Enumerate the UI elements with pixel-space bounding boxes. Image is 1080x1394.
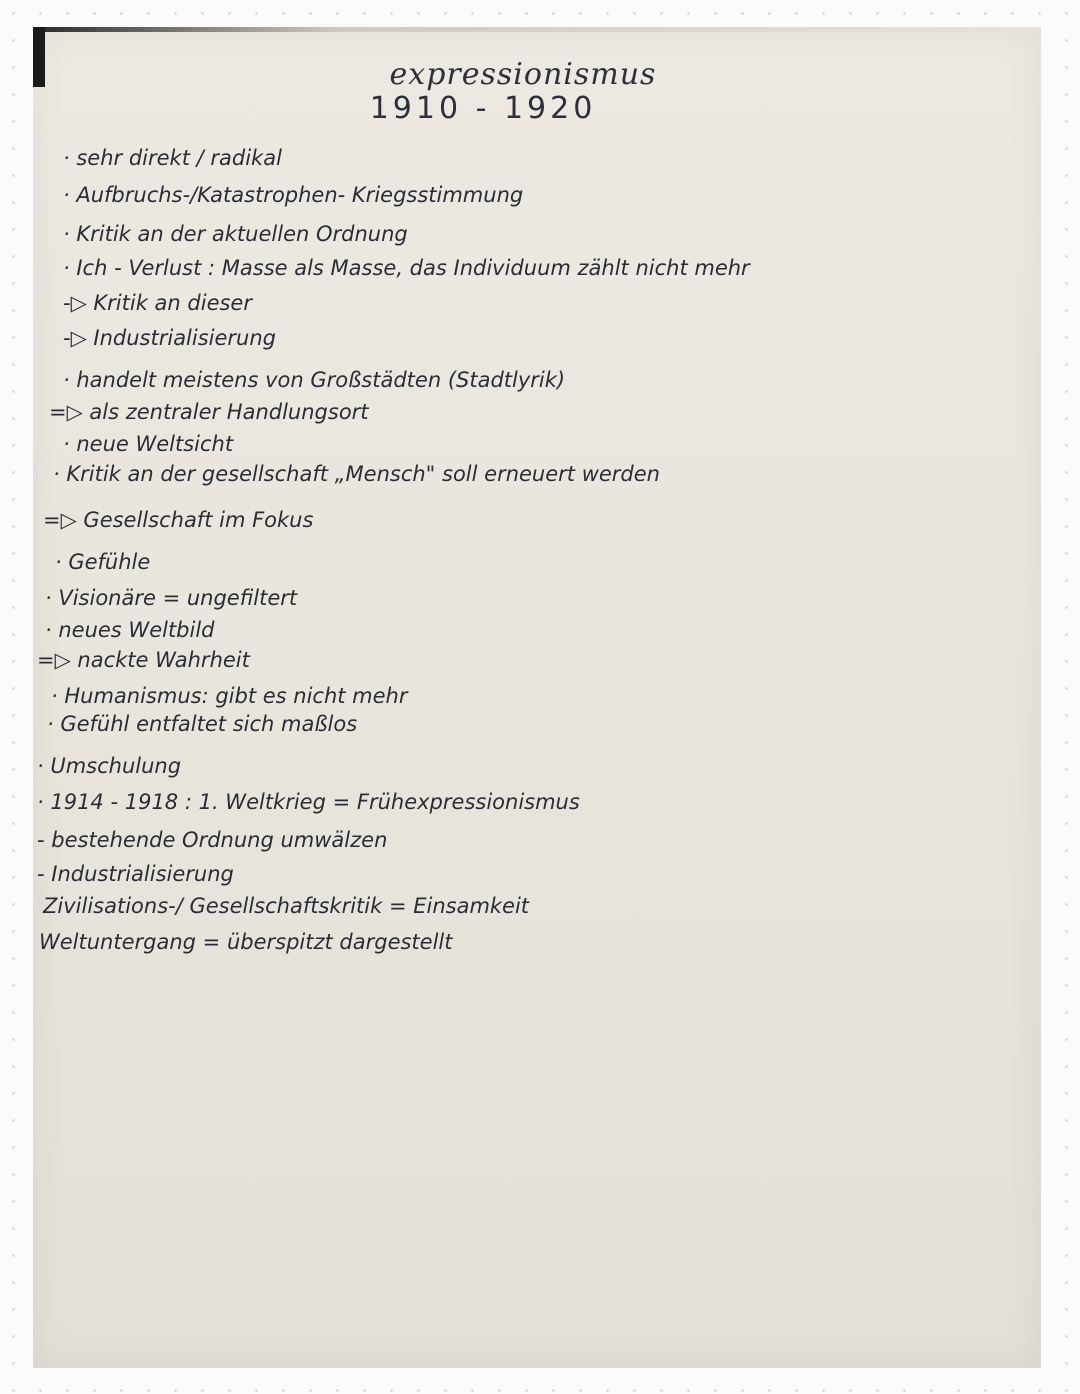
note-line: · Umschulung xyxy=(37,754,182,778)
note-line: · Gefühl entfaltet sich maßlos xyxy=(47,712,358,736)
note-line: =▷ nackte Wahrheit xyxy=(37,648,250,672)
note-line: · Visionäre = ungefiltert xyxy=(45,586,298,610)
note-line: · Humanismus: gibt es nicht mehr xyxy=(51,684,408,708)
note-line: · Ich - Verlust : Masse als Masse, das Individuum zählt nicht mehr xyxy=(63,256,750,280)
note-line: · Aufbruchs-/Katastrophen- Kriegsstimmung xyxy=(63,183,524,207)
note-line: · Kritik an der aktuellen Ordnung xyxy=(63,222,408,246)
notebook-page-photo xyxy=(33,27,1041,1368)
note-line: · neues Weltbild xyxy=(45,618,215,642)
page-years: 1910 - 1920 xyxy=(369,91,597,126)
notes-list xyxy=(33,27,1041,1368)
note-line: · Kritik an der gesellschaft „Mensch" soll erneuert werden xyxy=(53,462,660,486)
note-line: =▷ Gesellschaft im Fokus xyxy=(43,508,314,532)
note-line: · handelt meistens von Großstädten (Stadtlyrik) xyxy=(63,368,566,392)
note-line: -▷ Kritik an dieser xyxy=(63,291,252,315)
note-line: - bestehende Ordnung umwälzen xyxy=(37,828,388,852)
note-line: Zivilisations-/ Gesellschaftskritik = Einsamkeit xyxy=(43,894,530,918)
note-line: · Gefühle xyxy=(55,550,151,574)
note-line: · neue Weltsicht xyxy=(63,432,234,456)
page-title: expressionismus xyxy=(389,57,657,92)
note-line: =▷ als zentraler Handlungsort xyxy=(49,400,369,424)
note-line: -▷ Industrialisierung xyxy=(63,326,277,350)
note-line: · 1914 - 1918 : 1. Weltkrieg = Frühexpressionismus xyxy=(37,790,580,814)
note-line: · sehr direkt / radikal xyxy=(63,146,282,170)
note-line: Weltuntergang = überspitzt dargestellt xyxy=(39,930,453,954)
note-line: - Industrialisierung xyxy=(37,862,234,886)
